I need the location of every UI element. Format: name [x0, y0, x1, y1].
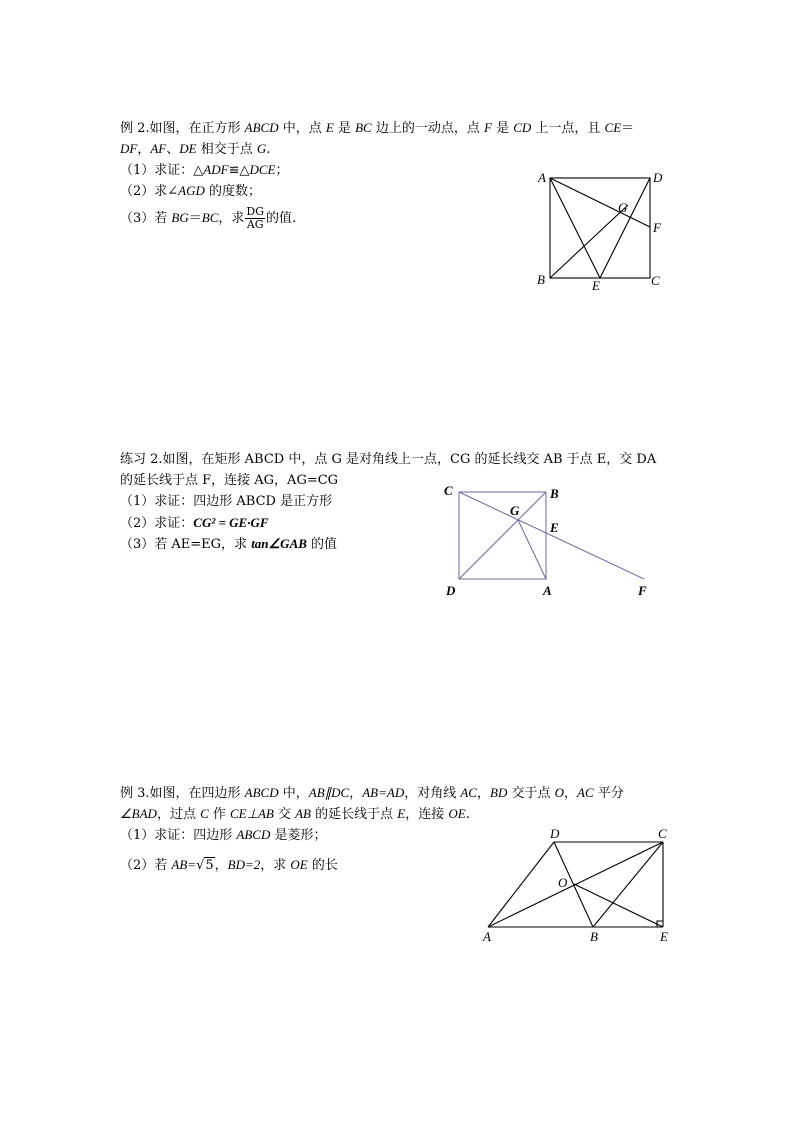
text: . [266, 142, 271, 157]
text: 相交于点 [196, 142, 257, 157]
text: 上一点，且 [531, 121, 605, 136]
text: 例 3.如图，在四边形 [120, 786, 245, 801]
math: AB= [171, 857, 197, 872]
example-2-line-2 [120, 139, 270, 160]
text: 平分 [593, 786, 624, 801]
math: F [484, 120, 492, 135]
example-2-question-2 [120, 181, 261, 202]
label-b: B [537, 272, 545, 287]
label-o: O [558, 875, 568, 890]
example-3-question-2 [120, 855, 338, 876]
label-e: E [660, 929, 668, 944]
exercise-2-question-3 [120, 534, 337, 555]
label-a: A [538, 170, 546, 185]
figure-rhombus-abcd [480, 825, 680, 947]
text: 的值. [266, 211, 297, 226]
math: AB [295, 806, 311, 821]
text: ， [476, 786, 490, 801]
example-2-question-3 [120, 206, 296, 231]
figure-square-abcd [530, 168, 670, 292]
text: 是 [491, 121, 514, 136]
label-c: C [444, 483, 453, 498]
math: CE [604, 120, 622, 135]
math: AF [150, 141, 167, 156]
label-g: G [618, 200, 628, 215]
example-2-line-1 [120, 118, 634, 139]
text: ， [349, 786, 363, 801]
label-e: E [550, 520, 559, 535]
text: ，求 [260, 858, 291, 873]
text: 、 [166, 142, 180, 157]
exercise-2-question-1: （1）求证：四边形 ABCD 是正方形 [120, 494, 333, 509]
text: 的值 [306, 537, 338, 552]
math: AB∥DC [308, 785, 350, 800]
text: （3）若 AE=EG，求 [120, 537, 252, 552]
math: CD [513, 120, 532, 135]
text: （2）求证： [120, 516, 194, 531]
math: G [256, 141, 267, 156]
numerator: DG [246, 205, 265, 218]
text: 中，点 [278, 121, 326, 136]
math: DE [179, 141, 197, 156]
example-2-question-1 [120, 160, 288, 181]
math: O [554, 785, 564, 800]
label-e: E [592, 278, 600, 293]
text: 是菱形； [270, 828, 327, 843]
math: BD=2 [227, 857, 261, 872]
exercise-2-question-2 [120, 513, 269, 534]
math: OE [448, 806, 466, 821]
math: ABCD [244, 120, 279, 135]
text: ，求 [218, 211, 245, 226]
text: ，过点 [156, 807, 201, 822]
math: BD [490, 785, 508, 800]
text: ≌△ [228, 163, 250, 178]
denominator: AG [246, 218, 264, 231]
label-f: F [653, 220, 661, 235]
math: AC [460, 785, 477, 800]
text: （2）求∠ [120, 184, 179, 199]
text: 是 [333, 121, 356, 136]
math: BC [201, 210, 219, 225]
math: E [397, 806, 406, 821]
radicand: 5 [205, 858, 214, 873]
text: ，对角线 [404, 786, 461, 801]
example-3-line-2 [120, 804, 470, 825]
label-a: A [483, 929, 491, 944]
label-d: D [550, 826, 560, 841]
formula: CG² = GE·GF [193, 515, 269, 530]
math: DCE [249, 162, 276, 177]
label-d: D [653, 170, 663, 185]
text: ，连接 [405, 807, 449, 822]
text: 作 [208, 807, 231, 822]
formula: tan∠GAB [251, 536, 307, 551]
figure-rectangle-abcd [440, 480, 660, 600]
exercise-2-line-2: 的延长线于点 F，连接 AG，AG=CG [120, 473, 339, 488]
math: ∠BAD [120, 806, 157, 821]
math: BC [355, 120, 372, 135]
sqrt-5: √5 [196, 858, 214, 873]
text: ， [564, 786, 578, 801]
math: DF [120, 141, 138, 156]
text: （2）若 [120, 858, 172, 873]
text: ＝ [188, 211, 202, 226]
fraction-dg-over-ag [245, 206, 265, 231]
label-b: B [550, 486, 559, 501]
text: . [465, 807, 470, 822]
math: ABCD [236, 827, 271, 842]
label-c: C [651, 273, 660, 288]
text: 中， [278, 786, 309, 801]
label-b: B [590, 929, 598, 944]
math: CE⊥AB [230, 806, 274, 821]
math: AGD [178, 183, 205, 198]
text: ， [137, 142, 151, 157]
math: AC [577, 785, 594, 800]
text: ， [214, 858, 228, 873]
example-3-question-1 [120, 825, 327, 846]
text: 交于点 [507, 786, 555, 801]
math: E [325, 120, 334, 135]
label-g: G [510, 503, 520, 518]
math: AB=AD [362, 785, 405, 800]
text: 例 2.如图，在正方形 [120, 121, 245, 136]
text: ＝ [621, 121, 635, 136]
label-c: C [658, 826, 667, 841]
label-d: D [446, 583, 456, 598]
text: （1）求证：四边形 [120, 828, 237, 843]
label-a: A [543, 583, 552, 598]
math: ABCD [244, 785, 279, 800]
label-f: F [638, 583, 647, 598]
math: ADF [203, 162, 229, 177]
text: （1）求证：△ [120, 163, 204, 178]
text: （3）若 [120, 211, 172, 226]
exercise-2-line-1: 练习 2.如图，在矩形 ABCD 中，点 G 是对角线上一点，CG 的延长线交 AB 于点 E，交 DA [120, 452, 657, 467]
text: 交 [273, 807, 296, 822]
text: 的度数； [204, 184, 262, 199]
math: OE [290, 857, 308, 872]
math: BG [171, 210, 189, 225]
text: ； [275, 163, 289, 178]
example-3-line-1 [120, 783, 624, 804]
text: 边上的一动点，点 [371, 121, 484, 136]
text: 的长 [307, 858, 338, 873]
math: C [200, 806, 209, 821]
text: 的延长线于点 [311, 807, 398, 822]
